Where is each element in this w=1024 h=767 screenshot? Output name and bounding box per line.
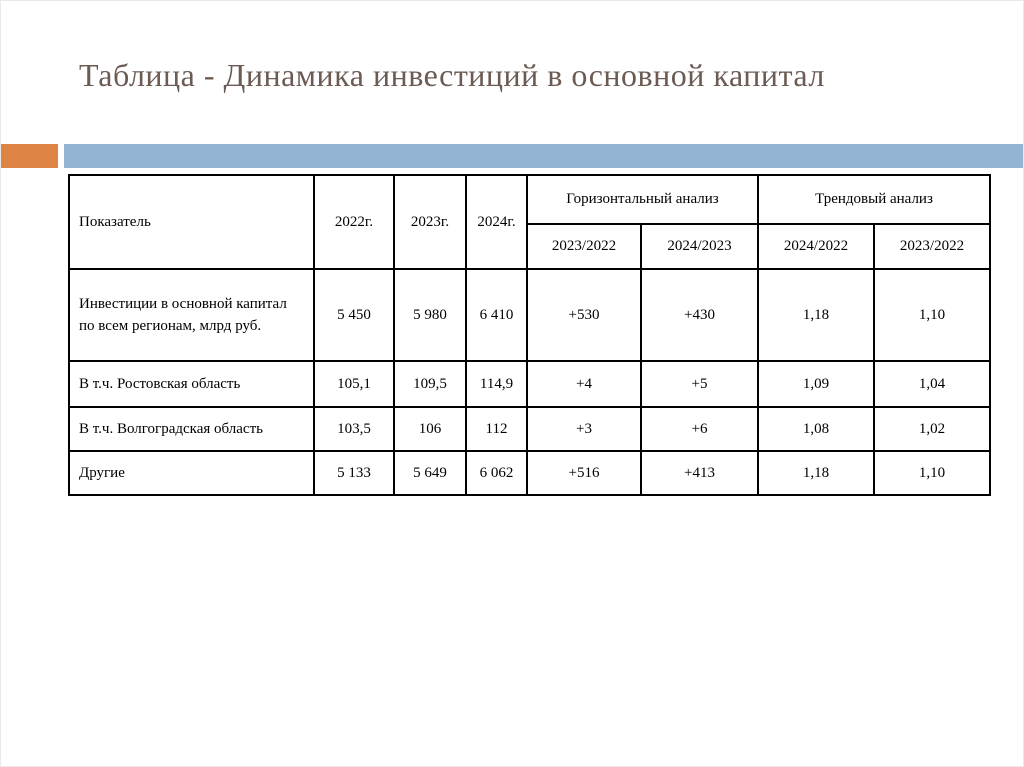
header-group-trend-analysis: Трендовый анализ: [758, 175, 990, 224]
header-indicator: Показатель: [69, 175, 314, 269]
horizontal-2024-2023-cell: +6: [641, 407, 758, 451]
investment-dynamics-table: [68, 174, 991, 496]
value-2024-cell: 114,9: [466, 361, 527, 407]
value-2022-cell: 5 450: [314, 269, 394, 361]
header-group-horizontal-analysis: Горизонтальный анализ: [527, 175, 758, 224]
accent-orange-square: [1, 144, 58, 168]
value-2023-cell: 5 649: [394, 451, 466, 495]
header-2023-2022: 2023/2022: [527, 224, 641, 269]
value-2023-cell: 5 980: [394, 269, 466, 361]
table-header-row-1: [69, 175, 990, 224]
trend-2024-2022-cell: 1,09: [758, 361, 874, 407]
header-year-2023: 2023г.: [394, 175, 466, 269]
table-row-others: [69, 451, 990, 495]
header-year-2022: 2022г.: [314, 175, 394, 269]
value-2023-cell: 109,5: [394, 361, 466, 407]
horizontal-2024-2023-cell: +413: [641, 451, 758, 495]
value-2022-cell: 5 133: [314, 451, 394, 495]
value-2024-cell: 6 410: [466, 269, 527, 361]
value-2022-cell: 105,1: [314, 361, 394, 407]
trend-2024-2022-cell: 1,18: [758, 451, 874, 495]
trend-2023-2022-cell: 1,10: [874, 269, 990, 361]
accent-blue-bar: [64, 144, 1024, 168]
horizontal-2023-2022-cell: +4: [527, 361, 641, 407]
value-2023-cell: 106: [394, 407, 466, 451]
trend-2024-2022-cell: 1,08: [758, 407, 874, 451]
header-2024-2023: 2024/2023: [641, 224, 758, 269]
indicator-cell: В т.ч. Волгоградская область: [69, 407, 314, 451]
horizontal-2023-2022-cell: +3: [527, 407, 641, 451]
header-year-2024: 2024г.: [466, 175, 527, 269]
horizontal-2023-2022-cell: +516: [527, 451, 641, 495]
indicator-cell: В т.ч. Ростовская область: [69, 361, 314, 407]
indicator-cell: Другие: [69, 451, 314, 495]
trend-2023-2022-cell: 1,04: [874, 361, 990, 407]
table-row-total-investments: [69, 269, 990, 361]
trend-2023-2022-cell: 1,10: [874, 451, 990, 495]
value-2024-cell: 112: [466, 407, 527, 451]
value-2022-cell: 103,5: [314, 407, 394, 451]
table-row-volgograd-region: [69, 407, 990, 451]
horizontal-2024-2023-cell: +430: [641, 269, 758, 361]
slide-title: Таблица - Динамика инвестиций в основной капитал: [79, 57, 825, 93]
header-trend-2023-2022: 2023/2022: [874, 224, 990, 269]
value-2024-cell: 6 062: [466, 451, 527, 495]
trend-2024-2022-cell: 1,18: [758, 269, 874, 361]
indicator-cell: Инвестиции в основной капитал по всем регионам, млрд руб.: [69, 269, 314, 361]
horizontal-2023-2022-cell: +530: [527, 269, 641, 361]
header-2024-2022: 2024/2022: [758, 224, 874, 269]
table-row-rostov-region: [69, 361, 990, 407]
trend-2023-2022-cell: 1,02: [874, 407, 990, 451]
horizontal-2024-2023-cell: +5: [641, 361, 758, 407]
